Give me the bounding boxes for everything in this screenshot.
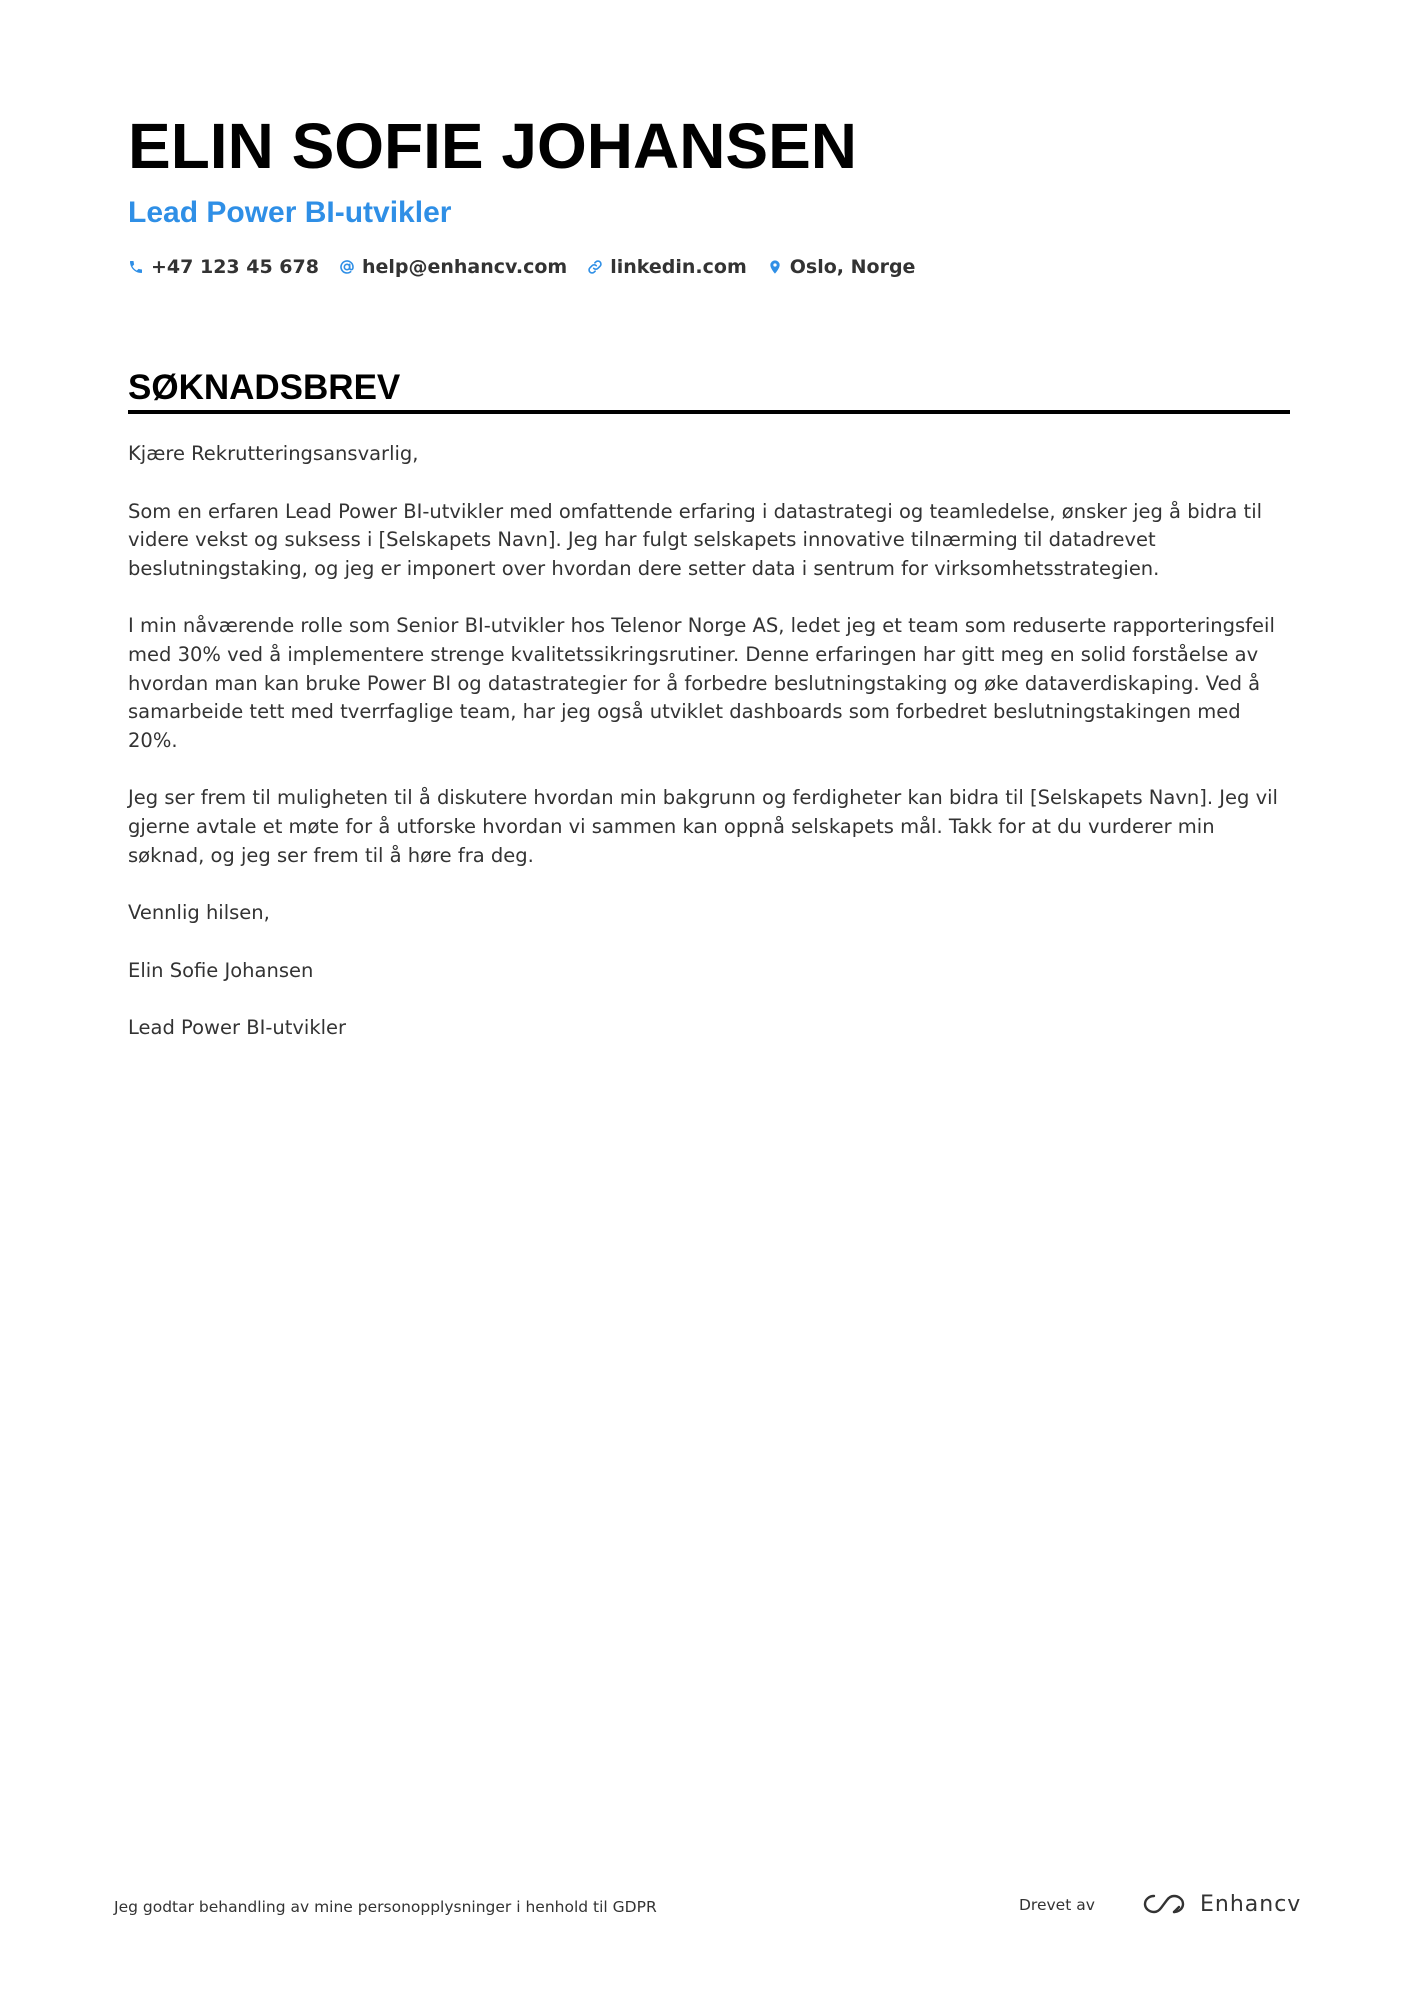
powered-by-label: Drevet av xyxy=(1019,1896,1095,1914)
letter-paragraph: Som en erfaren Lead Power BI-utvikler med omfattende erfaring i datastrategi og teamledelse, ønsker jeg å bidra til videre vekst og suksess i [Selskapets Navn]. Jeg har fulgt selskapets innovative tilnærming til datadrevet beslutningstaking, og jeg er imponert over hvordan dere setter data i sentrum for virksomhetsstrategien. xyxy=(128,499,1263,580)
applicant-name: ELIN SOFIE JOHANSEN xyxy=(128,110,857,182)
section-divider xyxy=(128,410,1290,414)
enhancv-brand[interactable] xyxy=(1140,1890,1301,1918)
email-address[interactable]: help@enhancv.com xyxy=(361,256,568,278)
section-title: SØKNADSBREV xyxy=(128,368,401,407)
phone-number: +47 123 45 678 xyxy=(151,256,319,278)
contact-info xyxy=(128,252,1290,282)
link-icon xyxy=(587,259,603,275)
job-title: Lead Power BI-utvikler xyxy=(128,196,452,229)
letter-paragraph: I min nåværende rolle som Senior BI-utvikler hos Telenor Norge AS, ledet jeg et team som reduserte rapporteringsfeil med 30% ved å implementere strenge kvalitetssikringsrutiner. Denne erfaringen har gitt meg en solid forståelse av hvordan man kan bruke Power BI og datastrategier for å forbedre beslutningstaking og øke dataverdiskaping. Ved å samarbeide tett med tverrfaglige team, har jeg også utviklet dashboards som forbedret beslutningstakingen med 20%. xyxy=(128,614,1275,752)
contact-phone xyxy=(128,256,319,278)
cover-letter-page xyxy=(128,108,1290,1040)
letter-body xyxy=(128,440,1290,1072)
enhancv-logo-icon xyxy=(1140,1890,1188,1918)
letter-paragraph: Jeg ser frem til muligheten til å diskutere hvordan min bakgrunn og ferdigheter kan bidra til [Selskapets Navn]. Jeg vil gjerne avtale et møte for å utforske hvordan vi sammen kan oppnå selskapets mål. Takk for at du vurderer min søknad, og jeg ser frem til å høre fra deg. xyxy=(128,786,1278,867)
closing: Vennlig hilsen, xyxy=(128,901,270,925)
gdpr-consent: Jeg godtar behandling av mine personopplysninger i henhold til GDPR xyxy=(114,1898,657,1916)
contact-location xyxy=(767,256,916,278)
enhancv-brand-name[interactable]: Enhancv xyxy=(1200,1891,1302,1917)
contact-email[interactable] xyxy=(339,256,567,278)
footer xyxy=(114,1890,1302,1924)
at-icon xyxy=(339,259,355,275)
signature-name: Elin Sofie Johansen xyxy=(128,958,314,982)
location-text: Oslo, Norge xyxy=(789,256,916,278)
linkedin-link[interactable]: linkedin.com xyxy=(610,256,747,278)
location-pin-icon xyxy=(767,259,783,275)
phone-icon xyxy=(128,259,144,275)
contact-linkedin[interactable] xyxy=(587,256,747,278)
signature-title: Lead Power BI-utvikler xyxy=(128,1016,347,1040)
salutation: Kjære Rekrutteringsansvarlig, xyxy=(128,442,419,465)
